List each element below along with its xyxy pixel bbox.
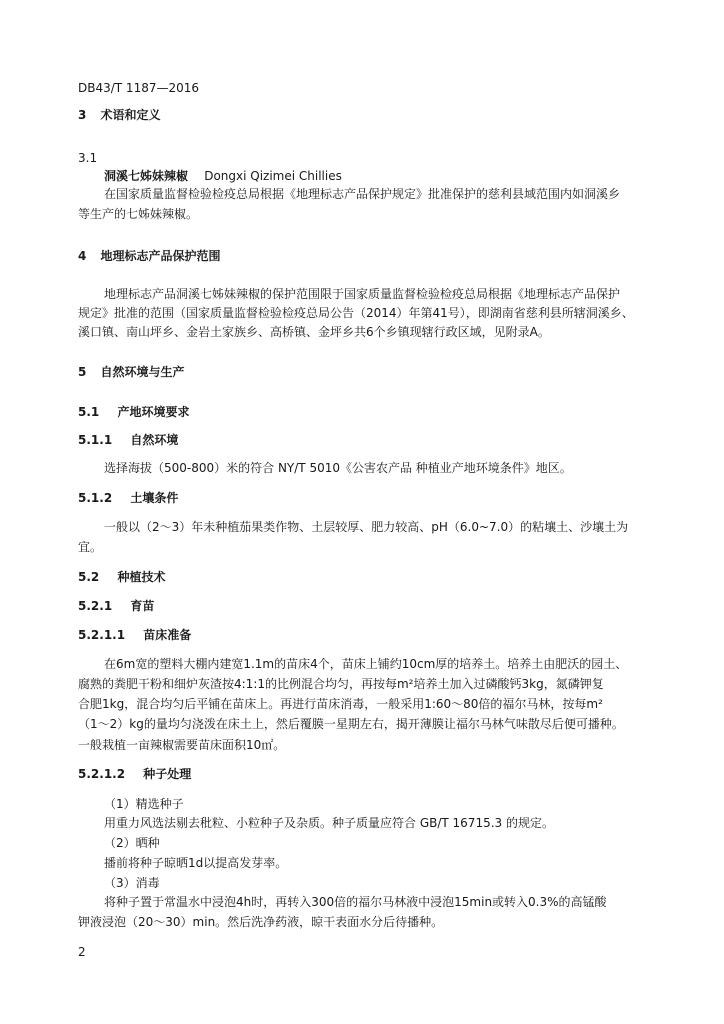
list-item-label: （2）晒种 xyxy=(104,836,160,850)
paragraph-line: 选择海拔（500-800）米的符合 NY/T 5010《公害农产品 种植业产地环境条件》地区。 xyxy=(104,461,572,475)
clause-5-1-heading xyxy=(78,404,189,420)
section-title: 土壤条件 xyxy=(130,491,179,505)
section-title: 苗床准备 xyxy=(143,628,192,642)
section-title: 自然环境与生产 xyxy=(100,365,185,379)
term-definition-line: 在国家质量监督检验检疫总局根据《地理标志产品保护规定》批准保护的慈利县域范围内如洞溪乡 xyxy=(104,187,621,201)
paragraph-line: 合肥1kg，混合均匀后平铺在苗床上。再进行苗床消毒，一般采用1:60～80倍的福尔马林，按每m² xyxy=(78,697,603,711)
section-number: 4 xyxy=(78,249,87,263)
section-number: 5 xyxy=(78,365,87,379)
paragraph-line: 一般栽植一亩辣椒需要苗床面积10㎡。 xyxy=(78,738,286,752)
paragraph-line: （1～2）kg的量均匀浇泼在床土上，然后覆膜一星期左右，揭开薄膜让福尔马林气味散尽后便可播种。 xyxy=(78,717,624,731)
term-en: Dongxi Qizimei Chillies xyxy=(204,169,342,183)
section-title: 种植技术 xyxy=(117,570,166,584)
paragraph-line: 宜。 xyxy=(78,540,103,554)
section-title: 种子处理 xyxy=(143,767,192,781)
paragraph-line: 用重力风选法剔去秕粒、小粒种子及杂质。种子质量应符合 GB/T 16715.3 的规定。 xyxy=(104,816,554,830)
section-title: 产地环境要求 xyxy=(117,405,190,419)
section-number: 5.2 xyxy=(78,570,100,584)
section-title: 育苗 xyxy=(130,599,155,613)
paragraph-line: 在6m宽的塑料大棚内建宽1.1m的苗床4个，苗床上铺约10cm厚的培养土。培养土由肥沃的园土、 xyxy=(104,657,628,671)
clause-5-2-heading xyxy=(78,569,165,585)
paragraph-line: 一般以（2～3）年未种植茄果类作物、土层较厚、肥力较高、pH（6.0~7.0）的粘壤土、沙壤土为 xyxy=(104,520,629,534)
section-number: 5.2.1.1 xyxy=(78,628,126,642)
paragraph-line: 地理标志产品洞溪七姊妹辣椒的保护范围限于国家质量监督检验检疫总局根据《地理标志产品保护 xyxy=(104,287,621,301)
standard-id: DB43/T 1187—2016 xyxy=(78,81,200,95)
section-title: 自然环境 xyxy=(130,433,179,447)
paragraph-line: 腐熟的粪肥干粉和细炉灰渣按4:1:1的比例混合均匀，再按每m²培养土加入过磷酸钙3kg，氮磷钾复 xyxy=(78,677,604,691)
clause-5-1-1-heading xyxy=(78,432,178,448)
section-number: 3 xyxy=(78,108,87,122)
section-number: 5.2.1 xyxy=(78,599,113,613)
section-number: 5.1.2 xyxy=(78,491,113,505)
paragraph-line: 规定》批准的范围（国家质量监督检验检疫总局公告（2014）年第41号），即湖南省慈利县所辖洞溪乡、 xyxy=(78,306,634,320)
list-item-label: （1）精选种子 xyxy=(104,797,184,811)
clause-5-2-1-1-heading xyxy=(78,627,191,643)
paragraph-line: 钾液浸泡（20～30）min。然后洗净药液，晾干表面水分后待播种。 xyxy=(78,915,444,929)
clause-5-1-2-heading xyxy=(78,490,178,506)
term-definition-line: 等生产的七姊妹辣椒。 xyxy=(78,207,199,221)
section-4-heading xyxy=(78,248,221,264)
section-3-heading xyxy=(78,107,161,123)
clause-5-2-1-heading xyxy=(78,598,154,614)
list-item-label: （3）消毒 xyxy=(104,876,160,890)
paragraph-line: 溪口镇、南山坪乡、金岩土家族乡、高桥镇、金坪乡共6个乡镇现辖行政区域，见附录A。 xyxy=(78,325,550,339)
section-title: 术语和定义 xyxy=(100,108,161,122)
section-number: 5.1 xyxy=(78,405,100,419)
section-5-heading xyxy=(78,364,185,380)
section-number: 5.2.1.2 xyxy=(78,767,126,781)
section-number: 5.1.1 xyxy=(78,433,113,447)
section-title: 地理标志产品保护范围 xyxy=(100,249,221,263)
paragraph-line: 将种子置于常温水中浸泡4h时，再转入300倍的福尔马林液中浸泡15min或转入0.3%的高锰酸 xyxy=(104,895,607,909)
clause-3-1-number: 3.1 xyxy=(78,151,98,165)
clause-5-2-1-2-heading xyxy=(78,766,191,782)
term-heading xyxy=(104,168,342,184)
paragraph-line: 播前将种子晾晒1d以提高发芽率。 xyxy=(104,856,288,870)
page-number: 2 xyxy=(78,945,86,959)
term-cn: 洞溪七姊妹辣椒 xyxy=(104,169,189,183)
